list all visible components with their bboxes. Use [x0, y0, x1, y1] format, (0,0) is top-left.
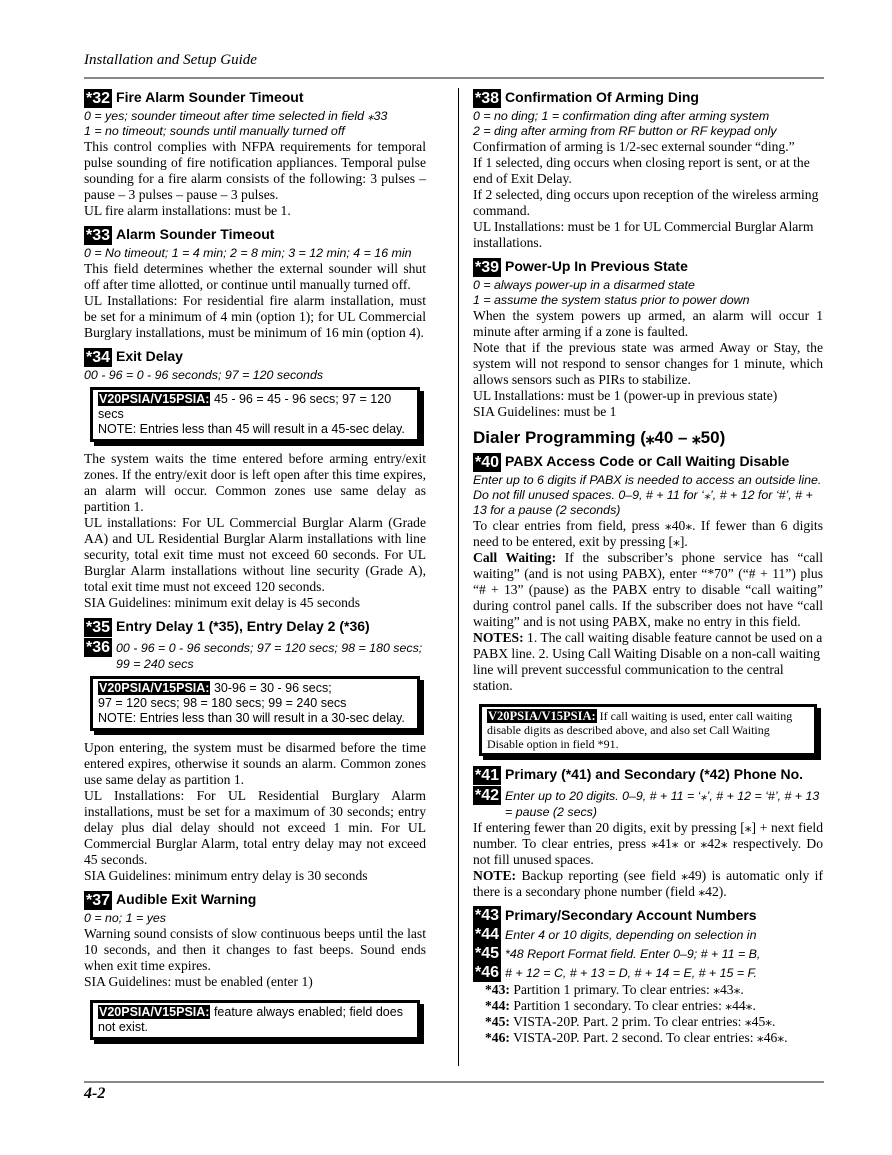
- dialer-programming-heading: Dialer Programming (⁎40 – ⁎50): [473, 428, 726, 447]
- field-32-option-1: 1 = no timeout; sounds until manually turned off: [84, 124, 345, 138]
- field-35-box-line-2: 97 = 120 secs; 98 = 180 secs; 99 = 240 secs: [98, 696, 347, 710]
- field-40-box-line-1: If call waiting is used, enter call waiting disable digits as described above, and also set Call Waiting Disable option in field *91.: [487, 709, 793, 751]
- field-37-box-line-1: feature always enabled; field does not exist.: [98, 1005, 403, 1034]
- field-41-tag: *41: [475, 767, 500, 784]
- field-40-call-waiting: [473, 550, 823, 630]
- field-32-section: [84, 88, 426, 219]
- field-38-option-0: 0 = no ding; 1 = confirmation ding after arming system: [473, 109, 770, 123]
- field-41-body-1: If entering fewer than 20 digits, exit by pressing [⁎] + next field number. To clear entries, press ⁎41⁎ or ⁎42⁎ respectively. Do not fill unused spaces.: [473, 820, 823, 867]
- field-38-heading: [473, 88, 823, 108]
- field-33-body-2: UL Installations: For residential fire alarm installation, must be set for a minimum of 4 min (option 1); for UL Commercial Burglary installations, must be minimum of 16 min (option 4).: [84, 293, 426, 340]
- field-40-box-label: V20PSIA/V15PSIA:: [488, 709, 596, 723]
- field-35-tag: *35: [86, 619, 111, 636]
- list-item: [485, 982, 823, 998]
- field-43-line: [473, 906, 823, 925]
- field-41-section: [473, 765, 823, 900]
- field-37-tag: *37: [86, 892, 111, 909]
- field-42-line: [473, 786, 823, 820]
- field-38-body-4: UL Installations: must be 1 for UL Commercial Burglar Alarm installations.: [473, 219, 814, 250]
- field-43-tag: *43: [475, 907, 500, 924]
- field-40-note-box: [479, 704, 817, 756]
- field-45-tag: *45: [475, 945, 500, 962]
- call-waiting-text: If the subscriber’s phone service has “call waiting” (and is not using PABX), enter “*70” (“# + 11”) plus “# + 13” (pause) as the PABX entry to disable “call waiting” during control panel calls. If the subscriber does not have “call waiting” and is not using PABX, make no entry in this field.: [473, 550, 823, 629]
- field-41-option: Enter up to 20 digits. 0–9, # + 11 = ‘⁎’, # + 12 = ‘#’, # + 13 = pause (2 secs): [505, 789, 820, 819]
- field-40-body-1: To clear entries from field, press ⁎40⁎. If fewer than 6 digits need to be entered, exit by pressing [⁎].: [473, 518, 823, 549]
- field-37-heading: [84, 890, 426, 910]
- field-34-heading: [84, 347, 426, 367]
- field-40-notes: [473, 630, 823, 694]
- field-32-body-1: This control complies with NFPA requirements for temporal pulse sounding of fire notification appliances. Temporal pulse sounding for a fire alarm consists of the following: 3 pulses – pause – 3 pulses – pause – 3 pulses.: [84, 139, 426, 202]
- field-40-tag: *40: [475, 454, 500, 471]
- field-35-box-line-3: NOTE: Entries less than 30 will result in a 30-sec delay.: [98, 711, 405, 725]
- list-item-value: Partition 1 secondary. To clear entries: ⁎44⁎.: [509, 998, 756, 1013]
- field-40-section: [473, 452, 823, 756]
- field-34-note-box: [90, 387, 420, 442]
- field-34-box-line-2: NOTE: Entries less than 45 will result in a 45-sec delay.: [98, 422, 405, 436]
- field-39-option-1: 1 = assume the system status prior to power down: [473, 293, 750, 307]
- field-41-note: [473, 868, 823, 900]
- field-34-option-0: 00 - 96 = 0 - 96 seconds; 97 = 120 seconds: [84, 368, 324, 382]
- field-39-body-2: Note that if the previous state was armed Away or Stay, the system will not respond to sensor changes for 1 minute, which allows sensors such as PIRs to stabilize.: [473, 340, 823, 387]
- field-40-heading: [473, 452, 823, 472]
- field-34-tag: *34: [86, 349, 111, 366]
- field-32-body-2: UL fire alarm installations: must be 1.: [84, 203, 291, 218]
- field-34-title: Exit Delay: [116, 348, 183, 364]
- field-38-title: Confirmation Of Arming Ding: [505, 89, 699, 105]
- account-number-list: [473, 982, 823, 1046]
- list-item-key: *46:: [485, 1030, 510, 1045]
- field-36-line: [84, 638, 426, 672]
- field-35-body-1: Upon entering, the system must be disarmed before the time entered expires, otherwise it sounds an alarm. Common zones use same delay as partition 1.: [84, 740, 426, 787]
- footer-rule: [84, 1081, 824, 1083]
- field-39-heading: [473, 257, 823, 277]
- field-36-tag: *36: [86, 639, 111, 656]
- field-32-tag: *32: [86, 90, 111, 107]
- field-34-box-line-1: 45 - 96 = 45 - 96 secs; 97 = 120 secs: [98, 392, 392, 421]
- notes-text: 1. The call waiting disable feature cannot be used on a PABX line. 2. Using Call Waiting Disable on a non-call waiting line will prevent successful communication to the central station.: [473, 630, 823, 693]
- list-item-key: *44:: [485, 998, 510, 1013]
- field-41-heading: [473, 765, 823, 785]
- field-43-option-2: *48 Report Format field. Enter 0–9; # + 11 = B,: [505, 947, 761, 961]
- list-item-key: *45:: [485, 1014, 510, 1029]
- field-32-option-0: 0 = yes; sounder timeout after time selected in field ⁎33: [84, 109, 388, 123]
- field-38-section: [473, 88, 823, 251]
- field-43-section: [473, 906, 823, 1046]
- field-38-body-3: If 2 selected, ding occurs upon reception of the wireless arming command.: [473, 187, 819, 218]
- field-35-body-3: SIA Guidelines: minimum entry delay is 30 seconds: [84, 868, 368, 883]
- field-40-option: Enter up to 6 digits if PABX is needed to access an outside line. Do not fill unused spaces. 0–9, # + 11 for ‘⁎’, # + 12 for ‘#’, # + 13 for a pause (2 seconds): [473, 473, 822, 517]
- field-44-line: [473, 925, 823, 944]
- field-35-heading: [84, 617, 426, 637]
- field-39-body-3: UL Installations: must be 1 (power-up in previous state): [473, 388, 778, 403]
- list-item-key: *43:: [485, 982, 510, 997]
- field-46-line: [473, 963, 823, 982]
- field-39-body-1: When the system powers up armed, an alarm will occur 1 minute after arming if a zone is faulted.: [473, 308, 823, 339]
- field-39-title: Power-Up In Previous State: [505, 258, 688, 274]
- note-label: NOTE:: [473, 868, 517, 883]
- field-39-tag: *39: [475, 259, 500, 276]
- list-item-value: Partition 1 primary. To clear entries: ⁎43⁎.: [509, 982, 744, 997]
- field-33-title: Alarm Sounder Timeout: [116, 226, 275, 242]
- field-35-note-box: [90, 676, 420, 731]
- field-33-option-0: 0 = No timeout; 1 = 4 min; 2 = 8 min; 3 = 12 min; 4 = 16 min: [84, 246, 412, 260]
- field-42-tag: *42: [475, 787, 500, 804]
- field-34-section: [84, 347, 426, 611]
- field-35-box-line-1: 30-96 = 30 - 96 secs;: [210, 681, 332, 695]
- left-column: [84, 88, 426, 1049]
- field-35-section: [84, 617, 426, 884]
- list-item: [485, 1030, 823, 1046]
- field-34-body-2: UL installations: For UL Commercial Burglar Alarm (Grade AA) and UL Residential Burglar Alarm installations with line security, total exit time must not exceed 60 seconds. For UL Burglar Alarm installations without line security (Grade A), total exit time must not exceed 120 seconds.: [84, 515, 426, 594]
- field-33-heading: [84, 225, 426, 245]
- field-44-tag: *44: [475, 926, 500, 943]
- field-37-section: [84, 890, 426, 1040]
- field-39-section: [473, 257, 823, 420]
- list-item-value: VISTA-20P. Part. 2 prim. To clear entries: ⁎45⁎.: [509, 1014, 776, 1029]
- field-39-body-4: SIA Guidelines: must be 1: [473, 404, 617, 419]
- list-item: [485, 998, 823, 1014]
- field-37-box-label: V20PSIA/V15PSIA:: [99, 1005, 210, 1019]
- field-39-option-0: 0 = always power-up in a disarmed state: [473, 278, 695, 292]
- right-column: [473, 88, 823, 1052]
- field-37-body-2: SIA Guidelines: must be enabled (enter 1): [84, 974, 313, 989]
- field-35-box-label: V20PSIA/V15PSIA:: [99, 681, 210, 695]
- header-rule: [84, 77, 824, 79]
- field-33-section: [84, 225, 426, 341]
- field-37-option-0: 0 = no; 1 = yes: [84, 911, 166, 925]
- field-35-body-2: UL Installations: For UL Residential Burglary Alarm installations, must be set for a maximum of 30 seconds; entry delay plus dial delay should not exceed 1 min. For UL Commercial Burglar Alarm, total entry delay may not exceed 45 seconds.: [84, 788, 426, 867]
- note-text: Backup reporting (see field ⁎49) is automatic only if there is a secondary phone number (field ⁎42).: [473, 868, 823, 899]
- field-38-tag: *38: [475, 90, 500, 107]
- call-waiting-label: Call Waiting:: [473, 550, 557, 565]
- field-33-tag: *33: [86, 227, 111, 244]
- field-38-body-2: If 1 selected, ding occurs when closing report is sent, or at the end of Exit Delay.: [473, 155, 810, 186]
- field-35-title: Entry Delay 1 (*35), Entry Delay 2 (*36): [116, 618, 370, 634]
- field-37-title: Audible Exit Warning: [116, 891, 257, 907]
- field-37-note-box: [90, 1000, 420, 1040]
- field-33-body-1: This field determines whether the external sounder will shut off after time allotted, or continue until manually turned off.: [84, 261, 426, 292]
- field-38-body-1: Confirmation of arming is 1/2-sec external sounder “ding.”: [473, 139, 795, 154]
- field-40-title: PABX Access Code or Call Waiting Disable: [505, 453, 790, 469]
- field-32-title: Fire Alarm Sounder Timeout: [116, 89, 304, 105]
- field-38-option-1: 2 = ding after arming from RF button or RF keypad only: [473, 124, 777, 138]
- notes-label: NOTES:: [473, 630, 524, 645]
- field-32-heading: [84, 88, 426, 108]
- field-34-body-1: The system waits the time entered before arming entry/exit zones. If the entry/exit door is left open after this time expires, an alarm will occur. Common zones use same delay as partition 1.: [84, 451, 426, 514]
- field-37-body-1: Warning sound consists of slow continuous beeps until the last 10 seconds, and then it changes to fast beeps. Sound ends when exit time expires.: [84, 926, 426, 973]
- field-34-box-label: V20PSIA/V15PSIA:: [99, 392, 210, 406]
- field-46-tag: *46: [475, 964, 500, 981]
- column-divider: [458, 88, 459, 1066]
- field-41-title: Primary (*41) and Secondary (*42) Phone No.: [505, 766, 804, 782]
- list-item: [485, 1014, 823, 1030]
- field-43-option-3: # + 12 = C, # + 13 = D, # + 14 = E, # + 15 = F.: [505, 966, 757, 980]
- list-item-value: VISTA-20P. Part. 2 second. To clear entries: ⁎46⁎.: [509, 1030, 788, 1045]
- field-35-option: 00 - 96 = 0 - 96 seconds; 97 = 120 secs; 98 = 180 secs; 99 = 240 secs: [116, 641, 423, 671]
- field-43-title: Primary/Secondary Account Numbers: [505, 907, 757, 923]
- field-34-body-3: SIA Guidelines: minimum exit delay is 45 seconds: [84, 595, 361, 610]
- field-43-option-1: Enter 4 or 10 digits, depending on selection in: [505, 928, 757, 942]
- field-45-line: [473, 944, 823, 963]
- page-number: 4-2: [84, 1085, 106, 1102]
- page-header: Installation and Setup Guide: [84, 52, 257, 68]
